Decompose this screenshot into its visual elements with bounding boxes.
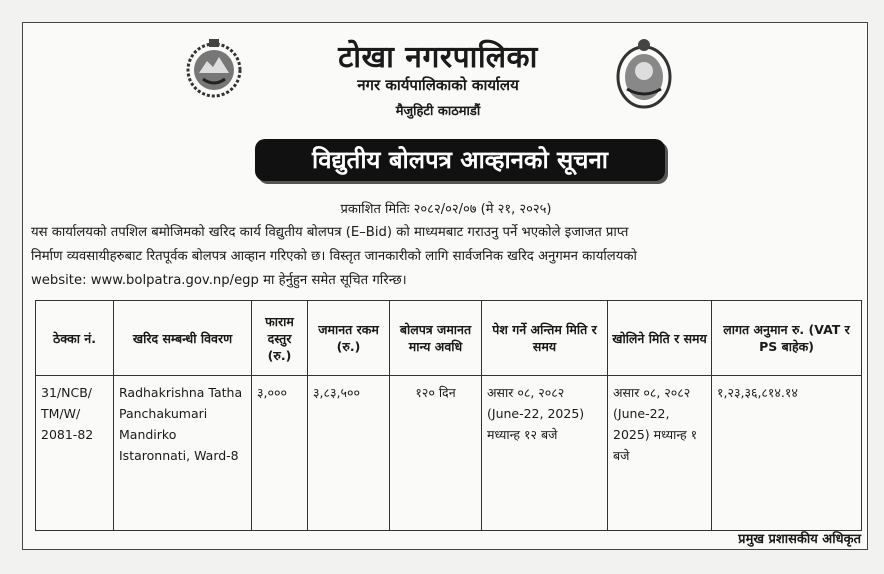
header-submission-deadline: पेश गर्ने अन्तिम मिति र समय xyxy=(482,301,608,376)
tender-notice xyxy=(22,22,868,550)
paragraph-line: यस कार्यालयको तपशिल बमोजिमको खरिद कार्य विद्युतीय बोलपत्र (E–Bid) को माध्यमबाट गराउनु पर्ने भएकोले इजाजत प्राप्त xyxy=(31,225,629,240)
header-form-fee: फाराम दस्तुर (रु.) xyxy=(252,301,308,376)
office-subtitle: नगर कार्यपालिकाको कार्यालय xyxy=(357,76,519,94)
notice-banner: विद्युतीय बोलपत्र आव्हानको सूचना xyxy=(255,139,665,181)
cell-contract-no: 31/NCB/ TM/W/ 2081-82 xyxy=(36,376,114,531)
header-validity: बोलपत्र जमानत मान्य अवधि xyxy=(390,301,482,376)
header-cost-estimate: लागत अनुमान रु. (VAT र PS बाहेक) xyxy=(712,301,862,376)
table-row xyxy=(36,376,862,531)
header-opening-date: खोलिने मिति र समय xyxy=(608,301,712,376)
table-header-row xyxy=(36,301,862,376)
header-description: खरिद सम्बन्धी विवरण xyxy=(114,301,252,376)
header-bid-security: जमानत रकम (रु.) xyxy=(308,301,390,376)
header-contract-no: ठेक्का नं. xyxy=(36,301,114,376)
cell-opening-date: असार ०८, २०८२ (June-22, 2025) मध्यान्ह १ बजे xyxy=(608,376,712,531)
nepal-emblem-icon xyxy=(183,37,245,99)
published-date: प्रकाशित मितिः २०८२/०२/०७ (मे २१, २०२५) xyxy=(340,202,552,217)
paragraph-line: website: www.bolpatra.gov.np/egp मा हेर्नुहुन समेत सूचित गरिन्छ। xyxy=(31,273,407,288)
cell-submission-deadline: असार ०८, २०८२ (June-22, 2025) मध्यान्ह १२ बजे xyxy=(482,376,608,531)
office-location: मैजुहिटी काठमाडौं xyxy=(395,104,481,119)
cell-description: Radhakrishna Tatha Panchakumari Mandirko Istaronnati, Ward-8 xyxy=(114,376,252,531)
municipality-title: टोखा नगरपालिका xyxy=(338,40,538,75)
municipality-logo-icon xyxy=(613,37,675,109)
tender-table xyxy=(35,300,862,531)
paragraph-line: निर्माण व्यवसायीहरुबाट रितपूर्वक बोलपत्र आव्हान गरिएको छ। विस्तृत जानकारीको लागि सार्वजनिक खरिद अनुगमन कार्यालयको xyxy=(31,249,637,264)
signatory: प्रमुख प्रशासकीय अधिकृत xyxy=(738,532,861,547)
notice-paragraph xyxy=(31,221,863,293)
cell-validity: १२० दिन xyxy=(390,376,482,531)
cell-cost-estimate: १,२३,३६,८१४.१४ xyxy=(712,376,862,531)
cell-bid-security: ३,८३,५०० xyxy=(308,376,390,531)
cell-form-fee: ३,००० xyxy=(252,376,308,531)
